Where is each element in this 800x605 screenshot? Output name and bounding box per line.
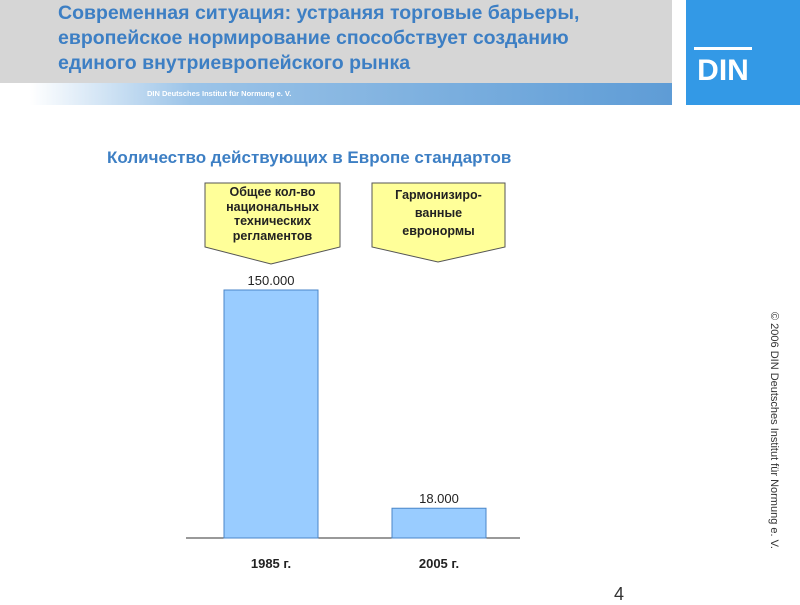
- page-number: 4: [614, 584, 625, 604]
- bar-value-label-1: 18.000: [419, 491, 459, 507]
- slide-title-line-1: Современная ситуация: устраняя торговые барьеры,: [58, 2, 580, 24]
- chart-title: Количество действующих в Европе стандартов: [107, 148, 512, 167]
- copyright-vertical: © 2006 DIN Deutsches Institut für Normung e. V.: [768, 312, 780, 549]
- callout-right-line-2: ванные: [414, 206, 463, 220]
- header-subtitle: DIN Deutsches Institut für Normung e. V.: [147, 89, 292, 98]
- callout-right-text: [372, 186, 505, 240]
- slide-title-line-3: единого внутриевропейского рынка: [58, 52, 411, 74]
- callout-left-line-4: регламентов: [232, 228, 313, 243]
- callout-right-line-1: Гармонизиро-: [395, 188, 482, 202]
- callout-left-line-3: технических: [234, 214, 311, 228]
- din-logo-text: DIN: [697, 54, 749, 83]
- bars-group: [224, 273, 486, 571]
- callout-left-line-1: Общее кол-во: [229, 185, 316, 199]
- x-tick-label-0: 1985 г.: [250, 556, 292, 571]
- slide-title-line-2: европейское нормирование способствует созданию: [58, 27, 569, 49]
- callout-left-text: [205, 185, 340, 243]
- x-tick-label-1: 2005 г.: [418, 556, 460, 571]
- bar-0: [224, 290, 318, 538]
- callout-right-line-3: евронормы: [402, 224, 475, 238]
- callout-left-line-2: национальных: [226, 199, 319, 214]
- bar-1: [392, 508, 486, 538]
- bar-value-label-0: 150.000: [247, 273, 295, 288]
